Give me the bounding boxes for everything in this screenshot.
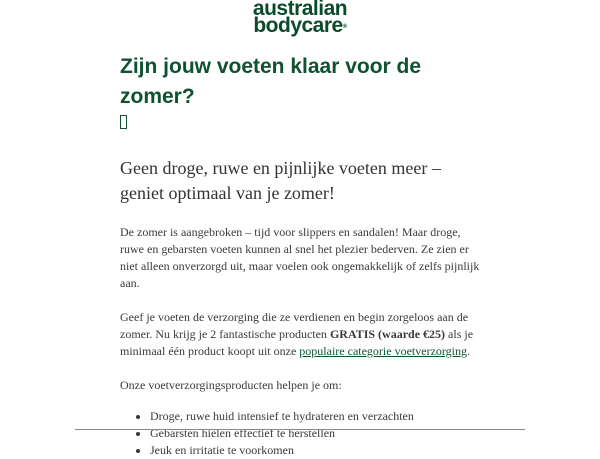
section-divider [75,429,525,430]
foot-care-category-link[interactable]: populaire categorie voetverzorging [299,344,468,358]
benefit-item: • Droge, ruwe huid intensief te hydrateren en verzachten [150,408,485,425]
headline: Zijn jouw voeten klaar voor de zomer? [120,55,422,108]
registered-mark: ® [342,24,347,30]
benefit-item: • Jeuk en irritatie te voorkomen [150,442,485,459]
offer-text-1: Geef je voeten de verzorging die ze verdienen en begin zorgeloos aan de zomer. Nu krijg je 2 fantastische producten [120,310,469,341]
logo-line-2 [0,14,600,37]
benefits-intro: Onze voetverzorgingsproducten helpen je om: [120,378,342,392]
offer-free-highlight: GRATIS (waarde €25) [329,327,446,341]
offer-text-end: . [467,344,471,358]
brand-logo[interactable] [0,0,600,37]
offer-paragraph [120,309,485,360]
benefit-item: • Gebarsten hielen effectief te herstellen [150,425,485,442]
email-content [120,52,485,459]
subheadline: Geen droge, ruwe en pijnlijke voeten meer – geniet optimaal van je zomer! [120,158,441,203]
logo-wordmark: bodycare [253,14,343,37]
benefits-list [120,408,485,459]
offer-text-2: als je minimaal één product koopt uit onze [120,327,474,358]
intro-paragraph: De zomer is aangebroken – tijd voor slippers en sandalen! Maar droge, ruwe en gebarsten voeten kunnen al snel het plezier bederven. Ze zien er niet alleen onverzorgd uit, maar voelen ook ongemakkelijk of zelfs pijnlijk aan. [120,225,480,290]
logo-line-1: australian [252,0,348,20]
missing-glyph-icon [120,115,127,129]
